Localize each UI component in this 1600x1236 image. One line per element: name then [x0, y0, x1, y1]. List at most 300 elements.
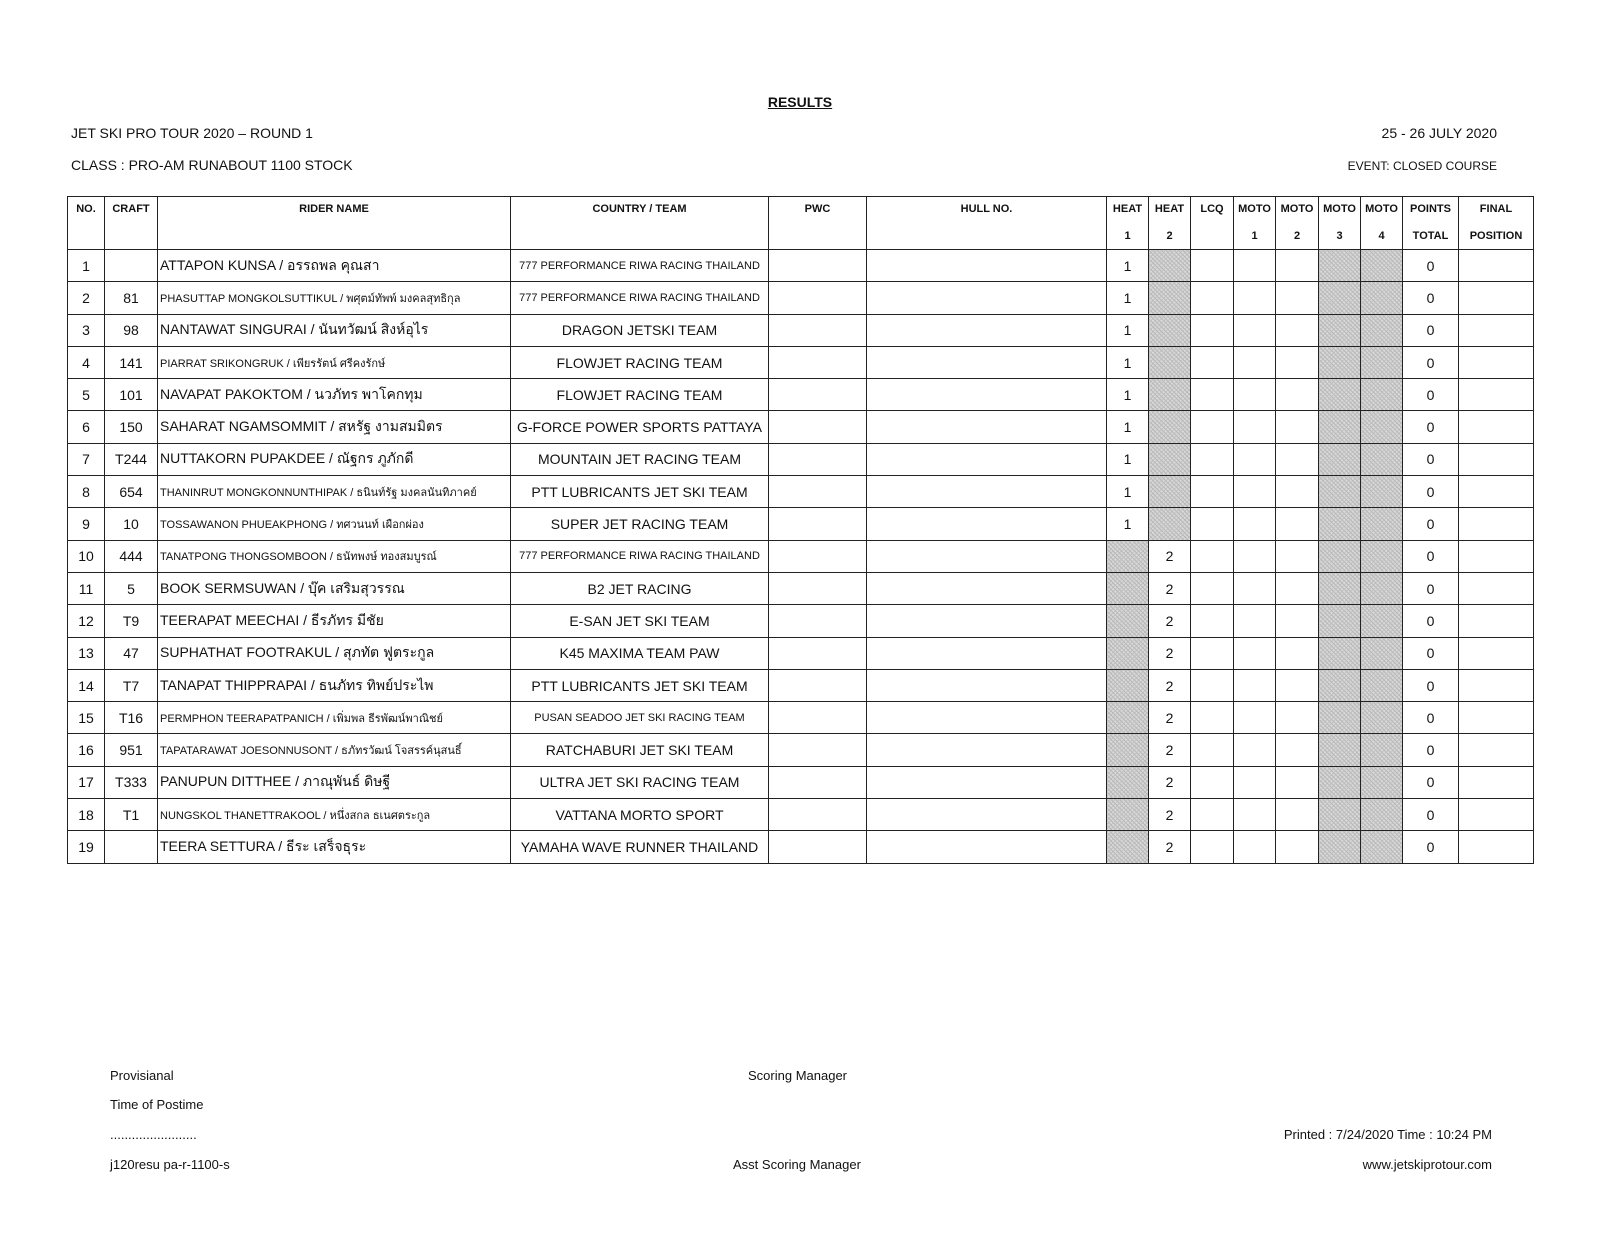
country-team: DRAGON JETSKI TEAM — [511, 314, 769, 346]
pwc — [769, 766, 867, 798]
column-header-sublabel — [105, 223, 157, 249]
moto-2 — [1276, 411, 1319, 443]
craft-number: T9 — [105, 605, 158, 637]
column-header-sublabel — [511, 223, 768, 249]
points-total: 0 — [1403, 250, 1459, 282]
moto-4 — [1361, 572, 1403, 604]
final-position — [1459, 411, 1534, 443]
moto-3 — [1319, 831, 1361, 863]
column-header-label: PWC — [804, 203, 831, 215]
moto-3 — [1319, 476, 1361, 508]
hull-number — [867, 572, 1107, 604]
column-header-sublabel: 2 — [1166, 230, 1173, 242]
moto-2 — [1276, 734, 1319, 766]
pwc — [769, 734, 867, 766]
rider-name: TEERAPAT MEECHAI / ธีรภัทร มีชัย — [158, 605, 511, 637]
hull-number — [867, 799, 1107, 831]
heat-2 — [1149, 282, 1191, 314]
moto-4 — [1361, 734, 1403, 766]
lcq — [1191, 476, 1234, 508]
moto-3 — [1319, 346, 1361, 378]
lcq — [1191, 314, 1234, 346]
heat-1: 1 — [1107, 443, 1149, 475]
rider-name: TANATPONG THONGSOMBOON / ธนัทพงษ์ ทองสมบูรณ์ — [158, 540, 511, 572]
lcq — [1191, 605, 1234, 637]
column-header-label: LCQ — [1200, 203, 1224, 215]
moto-2 — [1276, 669, 1319, 701]
pwc — [769, 282, 867, 314]
moto-2 — [1276, 379, 1319, 411]
moto-2 — [1276, 476, 1319, 508]
row-number: 8 — [68, 476, 105, 508]
rider-name: NUNGSKOL THANETTRAKOOL / หนึ่งสกล ธเนศตระกูล — [158, 799, 511, 831]
time-of-postime-label: Time of Postime — [110, 1097, 204, 1112]
heat-1: 1 — [1107, 379, 1149, 411]
points-total: 0 — [1403, 476, 1459, 508]
table-row — [68, 637, 1534, 669]
craft-number: T7 — [105, 669, 158, 701]
heat-1 — [1107, 540, 1149, 572]
moto-3 — [1319, 605, 1361, 637]
moto-4 — [1361, 314, 1403, 346]
column-header — [769, 197, 867, 250]
table-row — [68, 540, 1534, 572]
row-number: 12 — [68, 605, 105, 637]
table-row — [68, 282, 1534, 314]
moto-3 — [1319, 314, 1361, 346]
hull-number — [867, 379, 1107, 411]
country-team: PTT LUBRICANTS JET SKI TEAM — [511, 476, 769, 508]
row-number: 19 — [68, 831, 105, 863]
moto-2 — [1276, 540, 1319, 572]
moto-3 — [1319, 379, 1361, 411]
heat-1 — [1107, 605, 1149, 637]
moto-1 — [1234, 831, 1276, 863]
moto-2 — [1276, 702, 1319, 734]
heat-1: 1 — [1107, 508, 1149, 540]
moto-1 — [1234, 605, 1276, 637]
moto-1 — [1234, 540, 1276, 572]
country-team: 777 PERFORMANCE RIWA RACING THAILAND — [511, 540, 769, 572]
results-title: RESULTS — [767, 94, 833, 110]
column-header-label: MOTO — [1365, 203, 1398, 215]
points-total: 0 — [1403, 540, 1459, 572]
table-row — [68, 346, 1534, 378]
lcq — [1191, 250, 1234, 282]
moto-1 — [1234, 766, 1276, 798]
column-header-sublabel — [769, 223, 866, 249]
rider-name: SAHARAT NGAMSOMMIT / สหรัฐ งามสมมิตร — [158, 411, 511, 443]
moto-3 — [1319, 702, 1361, 734]
lcq — [1191, 669, 1234, 701]
heat-2: 2 — [1149, 702, 1191, 734]
moto-1 — [1234, 282, 1276, 314]
craft-number: 81 — [105, 282, 158, 314]
column-header — [1234, 197, 1276, 250]
points-total: 0 — [1403, 443, 1459, 475]
heat-2 — [1149, 476, 1191, 508]
country-team: PUSAN SEADOO JET SKI RACING TEAM — [511, 702, 769, 734]
column-header-label: RIDER NAME — [299, 203, 369, 215]
heat-1 — [1107, 669, 1149, 701]
moto-4 — [1361, 702, 1403, 734]
scoring-manager-label: Scoring Manager — [748, 1068, 847, 1083]
column-header-label: MOTO — [1280, 203, 1314, 215]
moto-2 — [1276, 282, 1319, 314]
points-total: 0 — [1403, 411, 1459, 443]
pwc — [769, 476, 867, 508]
heat-2 — [1149, 250, 1191, 282]
moto-3 — [1319, 799, 1361, 831]
final-position — [1459, 637, 1534, 669]
row-number: 7 — [68, 443, 105, 475]
row-number: 1 — [68, 250, 105, 282]
hull-number — [867, 702, 1107, 734]
country-team: 777 PERFORMANCE RIWA RACING THAILAND — [511, 250, 769, 282]
craft-number: 101 — [105, 379, 158, 411]
row-number: 3 — [68, 314, 105, 346]
hull-number — [867, 766, 1107, 798]
moto-4 — [1361, 605, 1403, 637]
hull-number — [867, 637, 1107, 669]
points-total: 0 — [1403, 314, 1459, 346]
moto-4 — [1361, 669, 1403, 701]
column-header — [68, 197, 105, 250]
heat-2: 2 — [1149, 734, 1191, 766]
moto-3 — [1319, 637, 1361, 669]
rider-name: PIARRAT SRIKONGRUK / เพียรรัตน์ ศรีคงรักษ์ — [158, 346, 511, 378]
pwc — [769, 379, 867, 411]
heat-2: 2 — [1149, 831, 1191, 863]
points-total: 0 — [1403, 605, 1459, 637]
table-row — [68, 314, 1534, 346]
craft-number: 444 — [105, 540, 158, 572]
moto-4 — [1361, 540, 1403, 572]
moto-1 — [1234, 637, 1276, 669]
column-header-label: FINAL — [1479, 203, 1513, 215]
column-header — [1276, 197, 1319, 250]
column-header-sublabel — [1191, 223, 1233, 249]
moto-3 — [1319, 540, 1361, 572]
hull-number — [867, 669, 1107, 701]
column-header-label: MOTO — [1238, 203, 1271, 215]
lcq — [1191, 766, 1234, 798]
column-header-label: CRAFT — [112, 203, 150, 215]
signature-dots: ........................ — [110, 1127, 197, 1142]
final-position — [1459, 508, 1534, 540]
points-total: 0 — [1403, 379, 1459, 411]
website-link[interactable]: www.jetskiprotour.com — [1362, 1157, 1492, 1172]
row-number: 6 — [68, 411, 105, 443]
table-row — [68, 250, 1534, 282]
final-position — [1459, 799, 1534, 831]
rider-name: BOOK SERMSUWAN / บุ๊ค เสริมสุวรรณ — [158, 572, 511, 604]
country-team: G-FORCE POWER SPORTS PATTAYA — [511, 411, 769, 443]
moto-1 — [1234, 346, 1276, 378]
moto-1 — [1234, 250, 1276, 282]
final-position — [1459, 282, 1534, 314]
heat-1 — [1107, 831, 1149, 863]
column-header-sublabel — [867, 223, 1106, 249]
column-header-sublabel: POSITION — [1469, 230, 1523, 242]
column-header — [1191, 197, 1234, 250]
rider-name: THANINRUT MONGKONNUNTHIPAK / ธนินท์รัฐ มงคลนันทิภาคย์ — [158, 476, 511, 508]
table-row — [68, 411, 1534, 443]
column-header-label: MOTO — [1323, 203, 1356, 215]
table-body — [68, 250, 1534, 864]
lcq — [1191, 831, 1234, 863]
rider-name: SUPHATHAT FOOTRAKUL / สุภทัต ฟูตระกูล — [158, 637, 511, 669]
column-header — [1403, 197, 1459, 250]
column-header — [867, 197, 1107, 250]
hull-number — [867, 508, 1107, 540]
moto-2 — [1276, 766, 1319, 798]
rider-name: NAVAPAT PAKOKTOM / นวภัทร พาโคกทุม — [158, 379, 511, 411]
class-name: CLASS : PRO-AM RUNABOUT 1100 STOCK — [71, 157, 353, 173]
lcq — [1191, 702, 1234, 734]
hull-number — [867, 540, 1107, 572]
heat-2: 2 — [1149, 766, 1191, 798]
hull-number — [867, 831, 1107, 863]
country-team: K45 MAXIMA TEAM PAW — [511, 637, 769, 669]
row-number: 13 — [68, 637, 105, 669]
country-team: E-SAN JET SKI TEAM — [511, 605, 769, 637]
row-number: 11 — [68, 572, 105, 604]
points-total: 0 — [1403, 831, 1459, 863]
column-header-label: COUNTRY / TEAM — [592, 203, 687, 215]
table-row — [68, 766, 1534, 798]
moto-1 — [1234, 443, 1276, 475]
pwc — [769, 831, 867, 863]
asst-scoring-manager-label: Asst Scoring Manager — [733, 1157, 861, 1172]
heat-2 — [1149, 346, 1191, 378]
country-team: YAMAHA WAVE RUNNER THAILAND — [511, 831, 769, 863]
rider-name: TEERA SETTURA / ธีระ เสร็จธุระ — [158, 831, 511, 863]
pwc — [769, 572, 867, 604]
moto-2 — [1276, 508, 1319, 540]
pwc — [769, 540, 867, 572]
pwc — [769, 411, 867, 443]
heat-1: 1 — [1107, 411, 1149, 443]
row-number: 5 — [68, 379, 105, 411]
country-team: B2 JET RACING — [511, 572, 769, 604]
rider-name: TOSSAWANON PHUEAKPHONG / ทศวนนท์ เผือกผ่อง — [158, 508, 511, 540]
moto-4 — [1361, 250, 1403, 282]
event-date: 25 - 26 JULY 2020 — [1381, 125, 1497, 141]
column-header — [1361, 197, 1403, 250]
printed-timestamp: Printed : 7/24/2020 Time : 10:24 PM — [1283, 1127, 1492, 1142]
column-header-label: HULL NO. — [960, 203, 1013, 215]
moto-1 — [1234, 572, 1276, 604]
hull-number — [867, 346, 1107, 378]
craft-number: 141 — [105, 346, 158, 378]
pwc — [769, 250, 867, 282]
moto-2 — [1276, 831, 1319, 863]
moto-2 — [1276, 799, 1319, 831]
heat-1 — [1107, 637, 1149, 669]
column-header-sublabel: TOTAL — [1412, 230, 1449, 242]
country-team: MOUNTAIN JET RACING TEAM — [511, 443, 769, 475]
moto-2 — [1276, 346, 1319, 378]
final-position — [1459, 831, 1534, 863]
rider-name: PERMPHON TEERAPATPANICH / เพิ่มพล ธีรพัฒน์พาณิชย์ — [158, 702, 511, 734]
lcq — [1191, 346, 1234, 378]
hull-number — [867, 282, 1107, 314]
country-team: ULTRA JET SKI RACING TEAM — [511, 766, 769, 798]
column-header-sublabel: 4 — [1378, 230, 1385, 242]
points-total: 0 — [1403, 669, 1459, 701]
provisional-label: Provisianal — [110, 1068, 174, 1083]
row-number: 14 — [68, 669, 105, 701]
heat-2 — [1149, 314, 1191, 346]
rider-name: PHASUTTAP MONGKOLSUTTIKUL / พศุตม์ทัพพ์ มงคลสุทธิกุล — [158, 282, 511, 314]
craft-number: 654 — [105, 476, 158, 508]
table-row — [68, 379, 1534, 411]
pwc — [769, 314, 867, 346]
country-team: PTT LUBRICANTS JET SKI TEAM — [511, 669, 769, 701]
heat-1 — [1107, 734, 1149, 766]
table-header — [68, 197, 1534, 250]
column-header-label: HEAT — [1112, 203, 1143, 215]
heat-1: 1 — [1107, 346, 1149, 378]
moto-2 — [1276, 605, 1319, 637]
moto-3 — [1319, 411, 1361, 443]
heat-1 — [1107, 766, 1149, 798]
craft-number: T1 — [105, 799, 158, 831]
moto-1 — [1234, 702, 1276, 734]
pwc — [769, 443, 867, 475]
final-position — [1459, 346, 1534, 378]
final-position — [1459, 605, 1534, 637]
lcq — [1191, 443, 1234, 475]
column-header-sublabel — [158, 223, 510, 249]
final-position — [1459, 379, 1534, 411]
craft-number: 47 — [105, 637, 158, 669]
craft-number: T16 — [105, 702, 158, 734]
column-header-sublabel — [68, 223, 104, 249]
row-number: 9 — [68, 508, 105, 540]
craft-number: 10 — [105, 508, 158, 540]
moto-1 — [1234, 799, 1276, 831]
results-table — [67, 196, 1534, 864]
final-position — [1459, 669, 1534, 701]
row-number: 4 — [68, 346, 105, 378]
craft-number: 951 — [105, 734, 158, 766]
table-row — [68, 443, 1534, 475]
points-total: 0 — [1403, 734, 1459, 766]
points-total: 0 — [1403, 637, 1459, 669]
final-position — [1459, 572, 1534, 604]
heat-2 — [1149, 379, 1191, 411]
heat-1 — [1107, 799, 1149, 831]
heat-2 — [1149, 508, 1191, 540]
points-total: 0 — [1403, 508, 1459, 540]
moto-3 — [1319, 282, 1361, 314]
heat-2 — [1149, 443, 1191, 475]
event-name: JET SKI PRO TOUR 2020 – ROUND 1 — [71, 125, 313, 141]
moto-2 — [1276, 443, 1319, 475]
final-position — [1459, 540, 1534, 572]
table-row — [68, 572, 1534, 604]
moto-4 — [1361, 411, 1403, 443]
moto-3 — [1319, 508, 1361, 540]
final-position — [1459, 734, 1534, 766]
moto-1 — [1234, 508, 1276, 540]
column-header — [158, 197, 511, 250]
pwc — [769, 508, 867, 540]
moto-2 — [1276, 637, 1319, 669]
heat-2 — [1149, 411, 1191, 443]
heat-2: 2 — [1149, 540, 1191, 572]
heat-1 — [1107, 572, 1149, 604]
rider-name: NUTTAKORN PUPAKDEE / ณัฐกร ภูภักดี — [158, 443, 511, 475]
country-team: RATCHABURI JET SKI TEAM — [511, 734, 769, 766]
pwc — [769, 605, 867, 637]
moto-4 — [1361, 766, 1403, 798]
rider-name: TAPATARAWAT JOESONNUSONT / ธภัทรวัฒน์ โจสรรค์นุสนธิ์ — [158, 734, 511, 766]
moto-3 — [1319, 250, 1361, 282]
column-header-sublabel: 1 — [1251, 230, 1258, 242]
table-row — [68, 799, 1534, 831]
column-header — [1149, 197, 1191, 250]
table-row — [68, 702, 1534, 734]
row-number: 16 — [68, 734, 105, 766]
final-position — [1459, 702, 1534, 734]
lcq — [1191, 734, 1234, 766]
heat-1: 1 — [1107, 476, 1149, 508]
craft-number: 5 — [105, 572, 158, 604]
heat-1: 1 — [1107, 314, 1149, 346]
moto-1 — [1234, 314, 1276, 346]
hull-number — [867, 605, 1107, 637]
moto-4 — [1361, 379, 1403, 411]
moto-2 — [1276, 314, 1319, 346]
column-header — [1459, 197, 1534, 250]
rider-name: TANAPAT THIPPRAPAI / ธนภัทร ทิพย์ประไพ — [158, 669, 511, 701]
column-header-sublabel: 2 — [1293, 230, 1301, 242]
heat-2: 2 — [1149, 637, 1191, 669]
lcq — [1191, 540, 1234, 572]
column-header-label: HEAT — [1154, 203, 1185, 215]
points-total: 0 — [1403, 799, 1459, 831]
column-header-label: NO. — [76, 203, 96, 215]
points-total: 0 — [1403, 282, 1459, 314]
final-position — [1459, 766, 1534, 798]
hull-number — [867, 443, 1107, 475]
heat-1: 1 — [1107, 282, 1149, 314]
moto-2 — [1276, 250, 1319, 282]
moto-3 — [1319, 734, 1361, 766]
lcq — [1191, 508, 1234, 540]
table-row — [68, 476, 1534, 508]
heat-1: 1 — [1107, 250, 1149, 282]
moto-1 — [1234, 411, 1276, 443]
country-team: VATTANA MORTO SPORT — [511, 799, 769, 831]
column-header-label: POINTS — [1410, 203, 1451, 215]
final-position — [1459, 443, 1534, 475]
hull-number — [867, 411, 1107, 443]
moto-4 — [1361, 637, 1403, 669]
pwc — [769, 637, 867, 669]
lcq — [1191, 282, 1234, 314]
hull-number — [867, 734, 1107, 766]
points-total: 0 — [1403, 346, 1459, 378]
final-position — [1459, 250, 1534, 282]
row-number: 17 — [68, 766, 105, 798]
heat-2: 2 — [1149, 799, 1191, 831]
country-team: 777 PERFORMANCE RIWA RACING THAILAND — [511, 282, 769, 314]
lcq — [1191, 411, 1234, 443]
